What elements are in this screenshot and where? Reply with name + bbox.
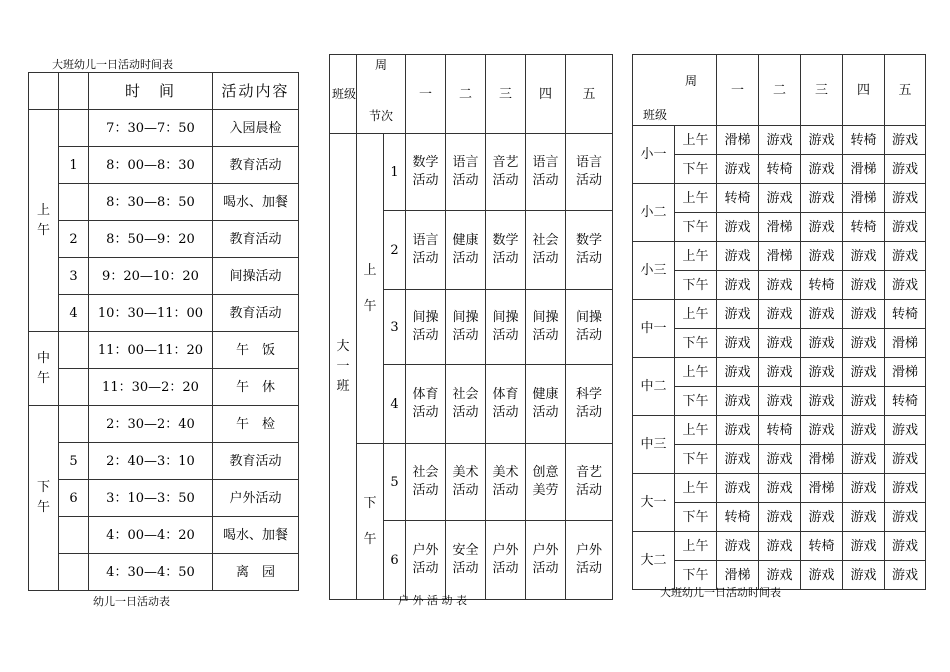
period-cell [29, 110, 59, 332]
activity-text: 音艺活动 [492, 155, 519, 188]
period-cell [29, 332, 59, 406]
equipment-cell: 游戏 [759, 271, 801, 300]
activity-cell [446, 521, 486, 600]
am-label: 上午 [675, 300, 717, 329]
activity-cell [486, 521, 526, 600]
header-time: 时 间 [89, 73, 213, 110]
activity-cell: 午 检 [213, 406, 299, 443]
equipment-cell: 游戏 [759, 358, 801, 387]
equipment-cell: 滑梯 [717, 126, 759, 155]
equipment-cell: 转椅 [759, 416, 801, 445]
class-name: 大二 [633, 532, 675, 590]
table-row [633, 503, 926, 532]
table-row [29, 406, 299, 443]
equipment-cell: 滑梯 [801, 445, 843, 474]
activity-text: 间操活动 [492, 310, 519, 343]
equipment-cell: 游戏 [885, 474, 926, 503]
header-blank [29, 73, 59, 110]
period-number: 2 [384, 211, 406, 290]
equipment-cell: 游戏 [843, 474, 885, 503]
lesson-number [59, 184, 89, 221]
equipment-cell: 游戏 [717, 329, 759, 358]
activity-text: 户外活动 [412, 543, 439, 576]
activity-cell: 入园晨检 [213, 110, 299, 147]
activity-text: 数学活动 [412, 155, 439, 188]
equipment-cell: 游戏 [717, 474, 759, 503]
activity-cell [406, 521, 446, 600]
equipment-cell: 游戏 [759, 561, 801, 590]
table-row [29, 517, 299, 554]
class-name: 中二 [633, 358, 675, 416]
equipment-cell: 游戏 [717, 358, 759, 387]
equipment-cell: 游戏 [843, 416, 885, 445]
day-header: 二 [446, 55, 486, 134]
time-cell: 10：30—11：00 [89, 295, 213, 332]
day-header: 四 [843, 55, 885, 126]
time-cell: 8：00—8：30 [89, 147, 213, 184]
am-label: 上午 [675, 126, 717, 155]
day-header: 一 [717, 55, 759, 126]
equipment-cell: 游戏 [885, 184, 926, 213]
equipment-cell: 滑梯 [843, 184, 885, 213]
activity-cell: 喝水、加餐 [213, 517, 299, 554]
activity-cell [566, 134, 613, 211]
activity-text: 户外活动 [492, 543, 519, 576]
activity-cell: 午 休 [213, 369, 299, 406]
activity-cell: 喝水、加餐 [213, 184, 299, 221]
time-cell: 2：40—3：10 [89, 443, 213, 480]
activity-text: 户外活动 [532, 543, 559, 576]
equipment-cell: 游戏 [759, 387, 801, 416]
equipment-cell: 滑梯 [759, 213, 801, 242]
table-row [633, 445, 926, 474]
table-row [330, 134, 613, 211]
activity-cell [446, 444, 486, 521]
class-name: 小二 [633, 184, 675, 242]
activity-cell [406, 290, 446, 365]
time-cell: 2：30—2：40 [89, 406, 213, 443]
activity-cell: 离 园 [213, 554, 299, 591]
equipment-cell: 转椅 [885, 387, 926, 416]
activity-text: 间操活动 [452, 310, 479, 343]
equipment-cell: 滑梯 [843, 155, 885, 184]
activity-text: 美术活动 [492, 465, 519, 498]
equipment-cell: 游戏 [801, 358, 843, 387]
activity-cell [406, 444, 446, 521]
class-name-cell [330, 134, 357, 600]
table-row [633, 532, 926, 561]
equipment-cell: 游戏 [717, 271, 759, 300]
pm-label: 下午 [675, 271, 717, 300]
table-row [633, 184, 926, 213]
period-number: 3 [384, 290, 406, 365]
table-row [633, 358, 926, 387]
afternoon-label: 下午 [363, 495, 377, 547]
activity-cell: 教育活动 [213, 221, 299, 258]
class-name: 中三 [633, 416, 675, 474]
day-header: 三 [486, 55, 526, 134]
header-activity: 活动内容 [213, 73, 299, 110]
equipment-cell: 滑梯 [885, 329, 926, 358]
activity-cell: 教育活动 [213, 443, 299, 480]
corner-period-label: 节次 [369, 109, 394, 123]
table-row [29, 147, 299, 184]
am-label: 上午 [675, 242, 717, 271]
equipment-cell: 滑梯 [885, 358, 926, 387]
activity-text: 安全活动 [452, 543, 479, 576]
day-header: 一 [406, 55, 446, 134]
activity-text: 体育活动 [412, 387, 439, 420]
table-row [29, 369, 299, 406]
table-row [29, 221, 299, 258]
table-row [29, 184, 299, 221]
equipment-cell: 游戏 [801, 126, 843, 155]
lesson-number: 3 [59, 258, 89, 295]
activity-text: 美术活动 [452, 465, 479, 498]
equipment-cell: 游戏 [759, 184, 801, 213]
table-row [29, 480, 299, 517]
am-label: 上午 [675, 416, 717, 445]
table1-footer: 幼儿一日活动表 [93, 595, 170, 608]
equipment-cell: 转椅 [843, 126, 885, 155]
time-cell: 7：30—7：50 [89, 110, 213, 147]
period-number: 4 [384, 365, 406, 444]
activity-cell [446, 365, 486, 444]
activity-cell [526, 444, 566, 521]
activity-text: 社会活动 [452, 387, 479, 420]
table-row [29, 110, 299, 147]
activity-text: 体育活动 [492, 387, 519, 420]
activity-cell: 教育活动 [213, 295, 299, 332]
equipment-cell: 游戏 [885, 126, 926, 155]
period-number: 1 [384, 134, 406, 211]
lesson-number [59, 517, 89, 554]
equipment-cell: 游戏 [717, 387, 759, 416]
equipment-cell: 游戏 [801, 155, 843, 184]
pm-label: 下午 [675, 445, 717, 474]
equipment-cell: 转椅 [717, 184, 759, 213]
equipment-cell: 游戏 [759, 329, 801, 358]
activity-text: 社会活动 [412, 465, 439, 498]
activity-text: 健康活动 [532, 387, 559, 420]
equipment-cell: 游戏 [801, 300, 843, 329]
pm-label: 下午 [675, 213, 717, 242]
table-row [633, 213, 926, 242]
equipment-cell: 游戏 [843, 532, 885, 561]
daily-schedule-table [28, 72, 299, 591]
activity-text: 语言活动 [576, 155, 603, 188]
period-label: 中午 [36, 350, 50, 386]
morning-cell [357, 134, 384, 444]
activity-cell [566, 521, 613, 600]
activity-text: 户外活动 [576, 543, 603, 576]
period-cell [29, 406, 59, 591]
lesson-number: 4 [59, 295, 89, 332]
activity-cell: 教育活动 [213, 147, 299, 184]
corner-week-label: 周 [685, 74, 698, 88]
activity-text: 科学活动 [576, 387, 603, 420]
pm-label: 下午 [675, 329, 717, 358]
activity-cell: 间操活动 [213, 258, 299, 295]
equipment-cell: 游戏 [717, 155, 759, 184]
time-cell: 11：00—11：20 [89, 332, 213, 369]
equipment-cell: 游戏 [759, 474, 801, 503]
equipment-cell: 游戏 [717, 213, 759, 242]
equipment-cell: 游戏 [885, 532, 926, 561]
activity-cell [486, 444, 526, 521]
activity-text: 社会活动 [532, 233, 559, 266]
activity-cell [566, 365, 613, 444]
equipment-cell: 游戏 [759, 445, 801, 474]
corner-week-class [633, 55, 717, 126]
activity-text: 间操活动 [412, 310, 439, 343]
table-row [633, 387, 926, 416]
lesson-number [59, 332, 89, 369]
table-row [330, 444, 613, 521]
activity-text: 数学活动 [492, 233, 519, 266]
table-row [29, 554, 299, 591]
am-label: 上午 [675, 184, 717, 213]
equipment-cell: 游戏 [885, 271, 926, 300]
morning-label: 上午 [363, 262, 377, 314]
pm-label: 下午 [675, 503, 717, 532]
activity-cell [566, 444, 613, 521]
equipment-cell: 转椅 [885, 300, 926, 329]
corner-class-label: 班级 [643, 108, 668, 122]
equipment-cell: 游戏 [885, 155, 926, 184]
activity-cell [486, 290, 526, 365]
activity-text: 创意美劳 [532, 465, 559, 498]
activity-cell [566, 211, 613, 290]
table-row [29, 332, 299, 369]
equipment-cell: 游戏 [759, 503, 801, 532]
equipment-cell: 游戏 [717, 416, 759, 445]
class-name: 大一 [633, 474, 675, 532]
time-cell: 4：00—4：20 [89, 517, 213, 554]
equipment-cell: 转椅 [759, 155, 801, 184]
class-name: 中一 [633, 300, 675, 358]
equipment-cell: 游戏 [759, 126, 801, 155]
activity-text: 间操活动 [532, 310, 559, 343]
lesson-number: 5 [59, 443, 89, 480]
playground-rotation-table [632, 54, 926, 590]
activity-cell [526, 211, 566, 290]
equipment-cell: 游戏 [843, 561, 885, 590]
table1-header-row [29, 73, 299, 110]
table-row [633, 242, 926, 271]
activity-cell [446, 134, 486, 211]
table1-title: 大班幼儿一日活动时间表 [52, 58, 173, 71]
time-cell: 9：20—10：20 [89, 258, 213, 295]
lesson-number: 1 [59, 147, 89, 184]
table-row [29, 258, 299, 295]
corner-week-period [357, 55, 406, 134]
equipment-cell: 游戏 [717, 532, 759, 561]
equipment-cell: 游戏 [717, 242, 759, 271]
equipment-cell: 转椅 [717, 503, 759, 532]
activity-text: 语言活动 [452, 155, 479, 188]
time-cell: 8：50—9：20 [89, 221, 213, 258]
activity-cell [406, 211, 446, 290]
table-row [633, 155, 926, 184]
time-cell: 11：30—2：20 [89, 369, 213, 406]
equipment-cell: 游戏 [801, 416, 843, 445]
lesson-number [59, 554, 89, 591]
table3-header-row [633, 55, 926, 126]
equipment-cell: 游戏 [843, 445, 885, 474]
table-row [633, 474, 926, 503]
table-row [29, 443, 299, 480]
day-header: 三 [801, 55, 843, 126]
pm-label: 下午 [675, 561, 717, 590]
am-label: 上午 [675, 532, 717, 561]
equipment-cell: 游戏 [801, 184, 843, 213]
time-cell: 4：30—4：50 [89, 554, 213, 591]
activity-cell [486, 134, 526, 211]
pm-label: 下午 [675, 155, 717, 184]
activity-text: 语言活动 [412, 233, 439, 266]
equipment-cell: 游戏 [801, 561, 843, 590]
equipment-cell: 游戏 [843, 271, 885, 300]
table3-footer: 大班幼儿一日活动时间表 [660, 586, 781, 599]
day-header: 五 [885, 55, 926, 126]
equipment-cell: 游戏 [885, 445, 926, 474]
equipment-cell: 游戏 [885, 561, 926, 590]
period-label: 上午 [36, 202, 50, 238]
time-cell: 8：30—8：50 [89, 184, 213, 221]
activity-cell [526, 521, 566, 600]
equipment-cell: 游戏 [843, 503, 885, 532]
table-row [633, 126, 926, 155]
class-name: 小一 [633, 126, 675, 184]
corner-week-label: 周 [375, 58, 388, 72]
equipment-cell: 游戏 [801, 387, 843, 416]
table-row [633, 329, 926, 358]
equipment-cell: 游戏 [885, 242, 926, 271]
activity-cell [406, 365, 446, 444]
am-label: 上午 [675, 474, 717, 503]
class-name: 小三 [633, 242, 675, 300]
activity-cell [446, 211, 486, 290]
equipment-cell: 游戏 [843, 329, 885, 358]
equipment-cell: 游戏 [759, 300, 801, 329]
activity-cell: 户外活动 [213, 480, 299, 517]
activity-cell [526, 290, 566, 365]
equipment-cell: 转椅 [843, 213, 885, 242]
table2-footer: 户 外 活 动 表 [398, 594, 467, 607]
afternoon-cell [357, 444, 384, 600]
equipment-cell: 游戏 [885, 213, 926, 242]
activity-text: 语言活动 [532, 155, 559, 188]
table2-header-row [330, 55, 613, 134]
header-blank [59, 73, 89, 110]
equipment-cell: 游戏 [885, 416, 926, 445]
equipment-cell: 游戏 [717, 445, 759, 474]
equipment-cell: 滑梯 [759, 242, 801, 271]
equipment-cell: 游戏 [801, 503, 843, 532]
equipment-cell: 游戏 [843, 387, 885, 416]
time-cell: 3：10—3：50 [89, 480, 213, 517]
equipment-cell: 游戏 [843, 300, 885, 329]
activity-cell [486, 211, 526, 290]
equipment-cell: 游戏 [801, 329, 843, 358]
corner-class-label: 班级 [331, 87, 356, 101]
lesson-number [59, 406, 89, 443]
equipment-cell: 转椅 [801, 532, 843, 561]
equipment-cell: 游戏 [717, 300, 759, 329]
equipment-cell: 游戏 [843, 358, 885, 387]
equipment-cell: 游戏 [843, 242, 885, 271]
activity-cell [526, 365, 566, 444]
pm-label: 下午 [675, 387, 717, 416]
equipment-cell: 游戏 [885, 503, 926, 532]
activity-cell [526, 134, 566, 211]
table-row [633, 271, 926, 300]
outdoor-activity-table [329, 54, 613, 600]
day-header: 二 [759, 55, 801, 126]
activity-text: 健康活动 [452, 233, 479, 266]
day-header: 五 [566, 55, 613, 134]
lesson-number: 2 [59, 221, 89, 258]
table-row [633, 416, 926, 445]
equipment-cell: 游戏 [801, 213, 843, 242]
activity-text: 音艺活动 [576, 465, 603, 498]
activity-cell [446, 290, 486, 365]
activity-cell [566, 290, 613, 365]
activity-text: 间操活动 [576, 310, 603, 343]
period-number: 5 [384, 444, 406, 521]
period-label: 下午 [36, 480, 50, 515]
lesson-number [59, 369, 89, 406]
equipment-cell: 游戏 [759, 532, 801, 561]
activity-cell [406, 134, 446, 211]
equipment-cell: 转椅 [801, 271, 843, 300]
table-row [633, 300, 926, 329]
corner-class [330, 55, 357, 134]
period-number: 6 [384, 521, 406, 600]
activity-cell [486, 365, 526, 444]
am-label: 上午 [675, 358, 717, 387]
activity-text: 数学活动 [576, 233, 603, 266]
equipment-cell: 滑梯 [717, 561, 759, 590]
lesson-number: 6 [59, 480, 89, 517]
day-header: 四 [526, 55, 566, 134]
activity-cell: 午 饭 [213, 332, 299, 369]
lesson-number [59, 110, 89, 147]
equipment-cell: 游戏 [801, 242, 843, 271]
class-name: 大一班 [336, 338, 350, 394]
equipment-cell: 滑梯 [801, 474, 843, 503]
table-row [29, 295, 299, 332]
